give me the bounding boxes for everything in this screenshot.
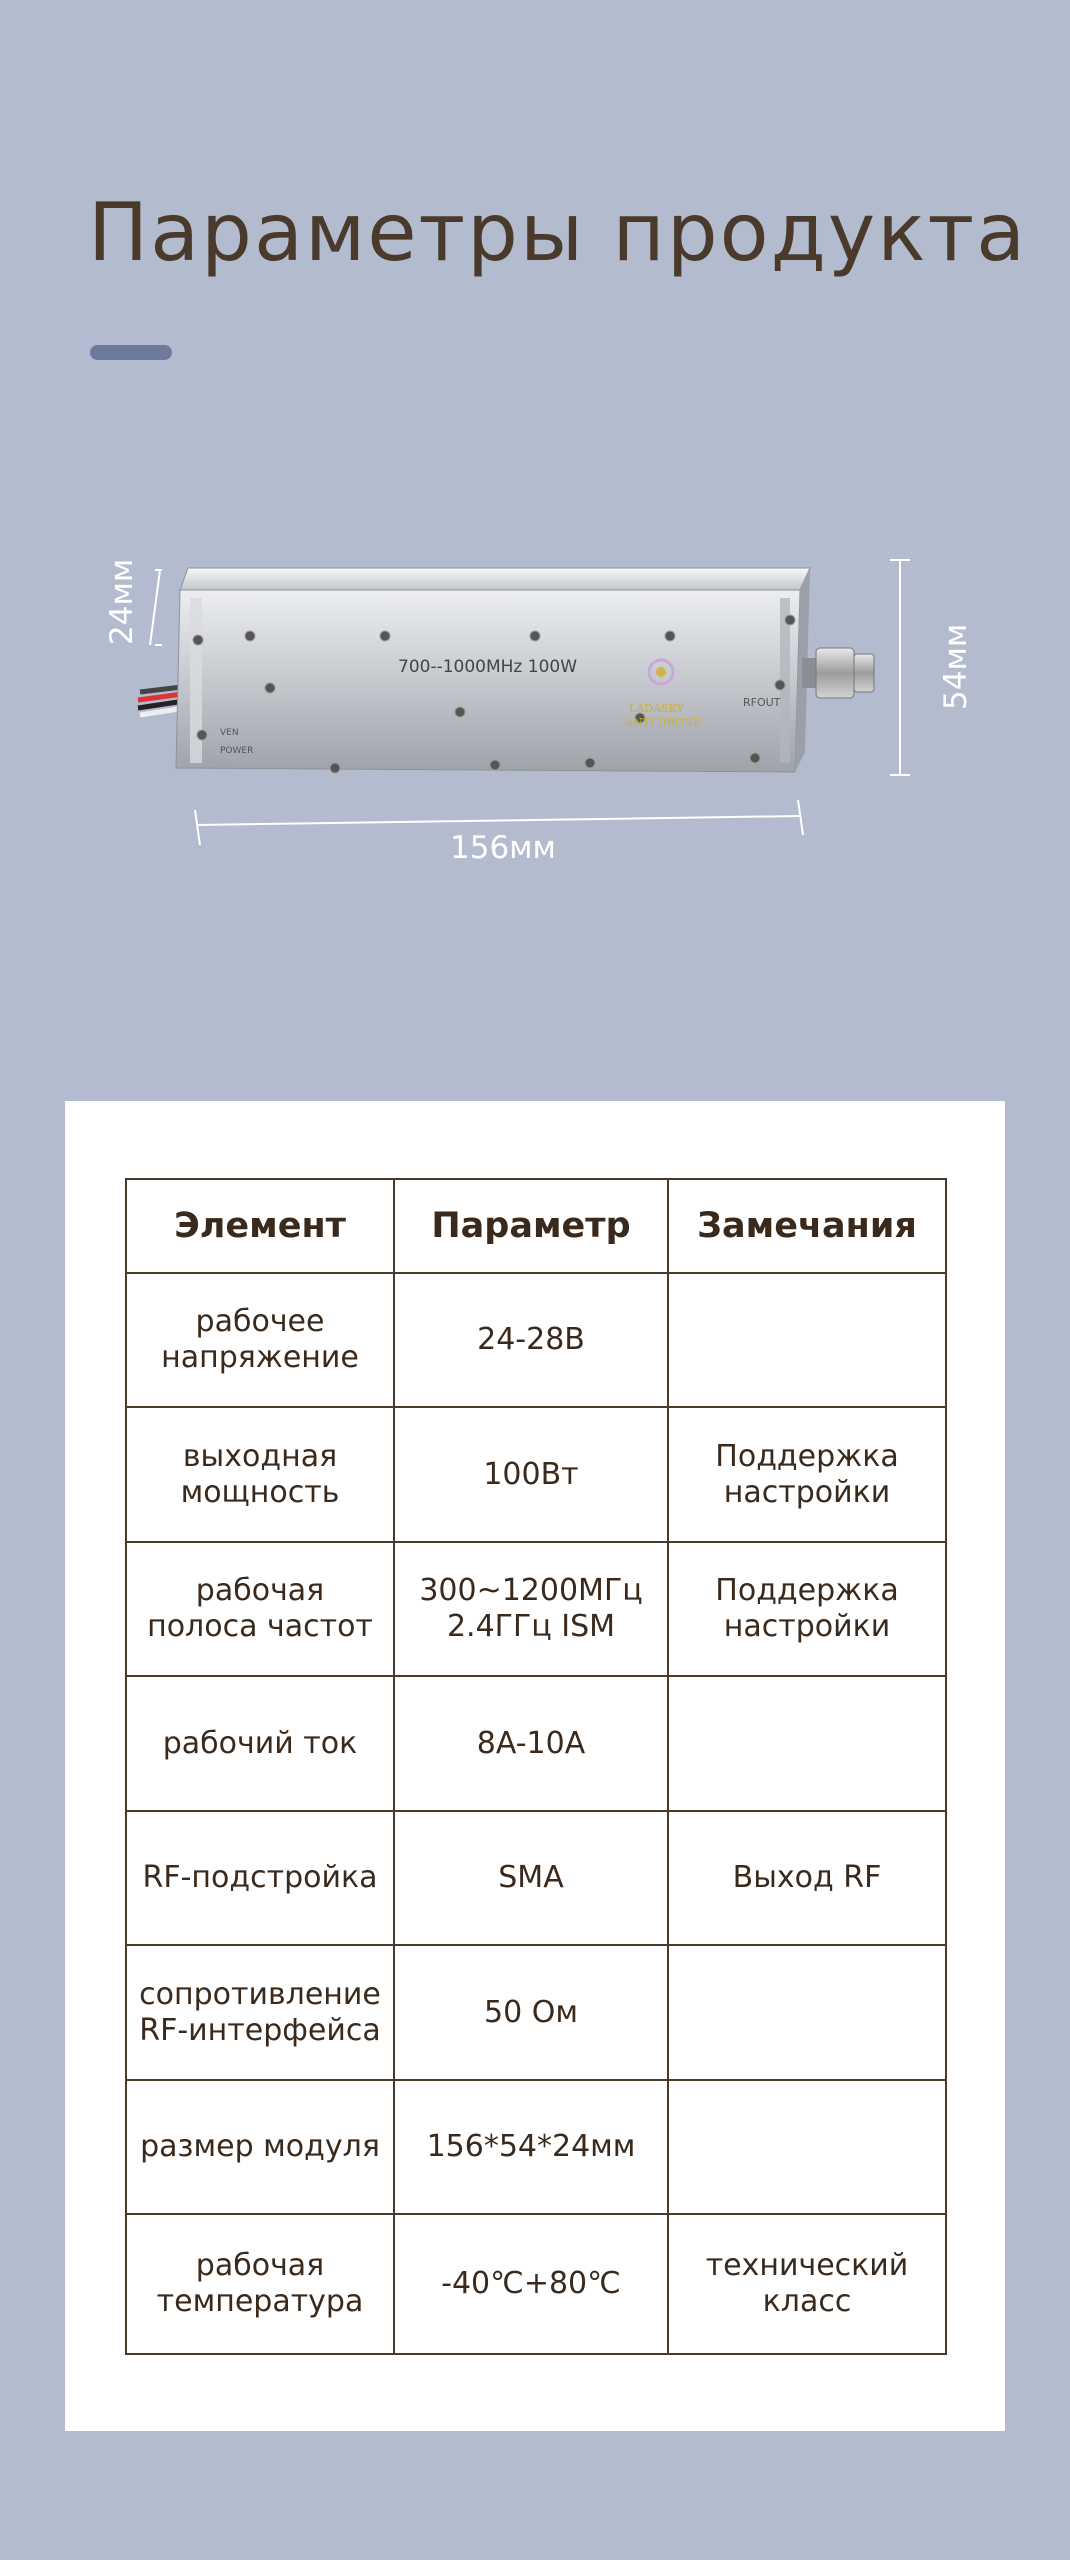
page-title: Параметры продукта: [88, 186, 1028, 279]
cell-parameter: 50 Ом: [394, 1945, 668, 2079]
header-notes: Замечания: [668, 1179, 946, 1273]
parameters-table: [125, 1178, 947, 2355]
cell-item: размер модуля: [126, 2080, 394, 2214]
table-row: [126, 1676, 946, 1810]
cell-note: Выход RF: [668, 1811, 946, 1945]
cell-item: RF-подстройка: [126, 1811, 394, 1945]
cell-parameter: 24-28В: [394, 1273, 668, 1407]
brand-line-1: LADASKY: [629, 702, 684, 715]
cell-parameter: -40℃+80℃: [394, 2214, 668, 2354]
dimension-height-label: 24мм: [104, 558, 140, 645]
header-parameter: Параметр: [394, 1179, 668, 1273]
header-item: Элемент: [126, 1179, 394, 1273]
table-row: [126, 1945, 946, 2079]
cell-note: [668, 1945, 946, 2079]
parameters-card: [65, 1101, 1005, 2431]
table-header-row: [126, 1179, 946, 1273]
ven-label: VEN: [220, 728, 239, 738]
cell-parameter: 300~1200МГц 2.4ГГц ISM: [394, 1542, 668, 1676]
table-row: [126, 2080, 946, 2214]
cell-note: Поддержка настройки: [668, 1542, 946, 1676]
title-accent-bar: [90, 345, 172, 360]
cell-item: выходная мощность: [126, 1407, 394, 1541]
model-label: 700--1000MHz 100W: [398, 657, 578, 677]
cell-note: технический класс: [668, 2214, 946, 2354]
cell-note: [668, 1676, 946, 1810]
table-row: [126, 1407, 946, 1541]
amplifier-module-image: [80, 540, 980, 880]
cell-parameter: 156*54*24мм: [394, 2080, 668, 2214]
power-label: POWER: [220, 746, 254, 756]
product-figure: [80, 540, 980, 880]
table-row: [126, 1542, 946, 1676]
cell-note: Поддержка настройки: [668, 1407, 946, 1541]
table-row: [126, 1273, 946, 1407]
dimension-length-label: 156мм: [450, 830, 556, 866]
cell-item: рабочая полоса частот: [126, 1542, 394, 1676]
cell-parameter: 100Вт: [394, 1407, 668, 1541]
cell-note: [668, 2080, 946, 2214]
cell-item: рабочая температура: [126, 2214, 394, 2354]
cell-item: сопротивление RF-интерфейса: [126, 1945, 394, 2079]
table-row: [126, 2214, 946, 2354]
dimension-width-label: 54мм: [938, 623, 974, 710]
table-row: [126, 1811, 946, 1945]
cell-item: рабочий ток: [126, 1676, 394, 1810]
rfout-label: RFOUT: [743, 696, 781, 709]
cell-note: [668, 1273, 946, 1407]
brand-line-2: ANTI DRONE: [625, 716, 702, 729]
cell-parameter: 8A-10A: [394, 1676, 668, 1810]
cell-item: рабочее напряжение: [126, 1273, 394, 1407]
cell-parameter: SMA: [394, 1811, 668, 1945]
